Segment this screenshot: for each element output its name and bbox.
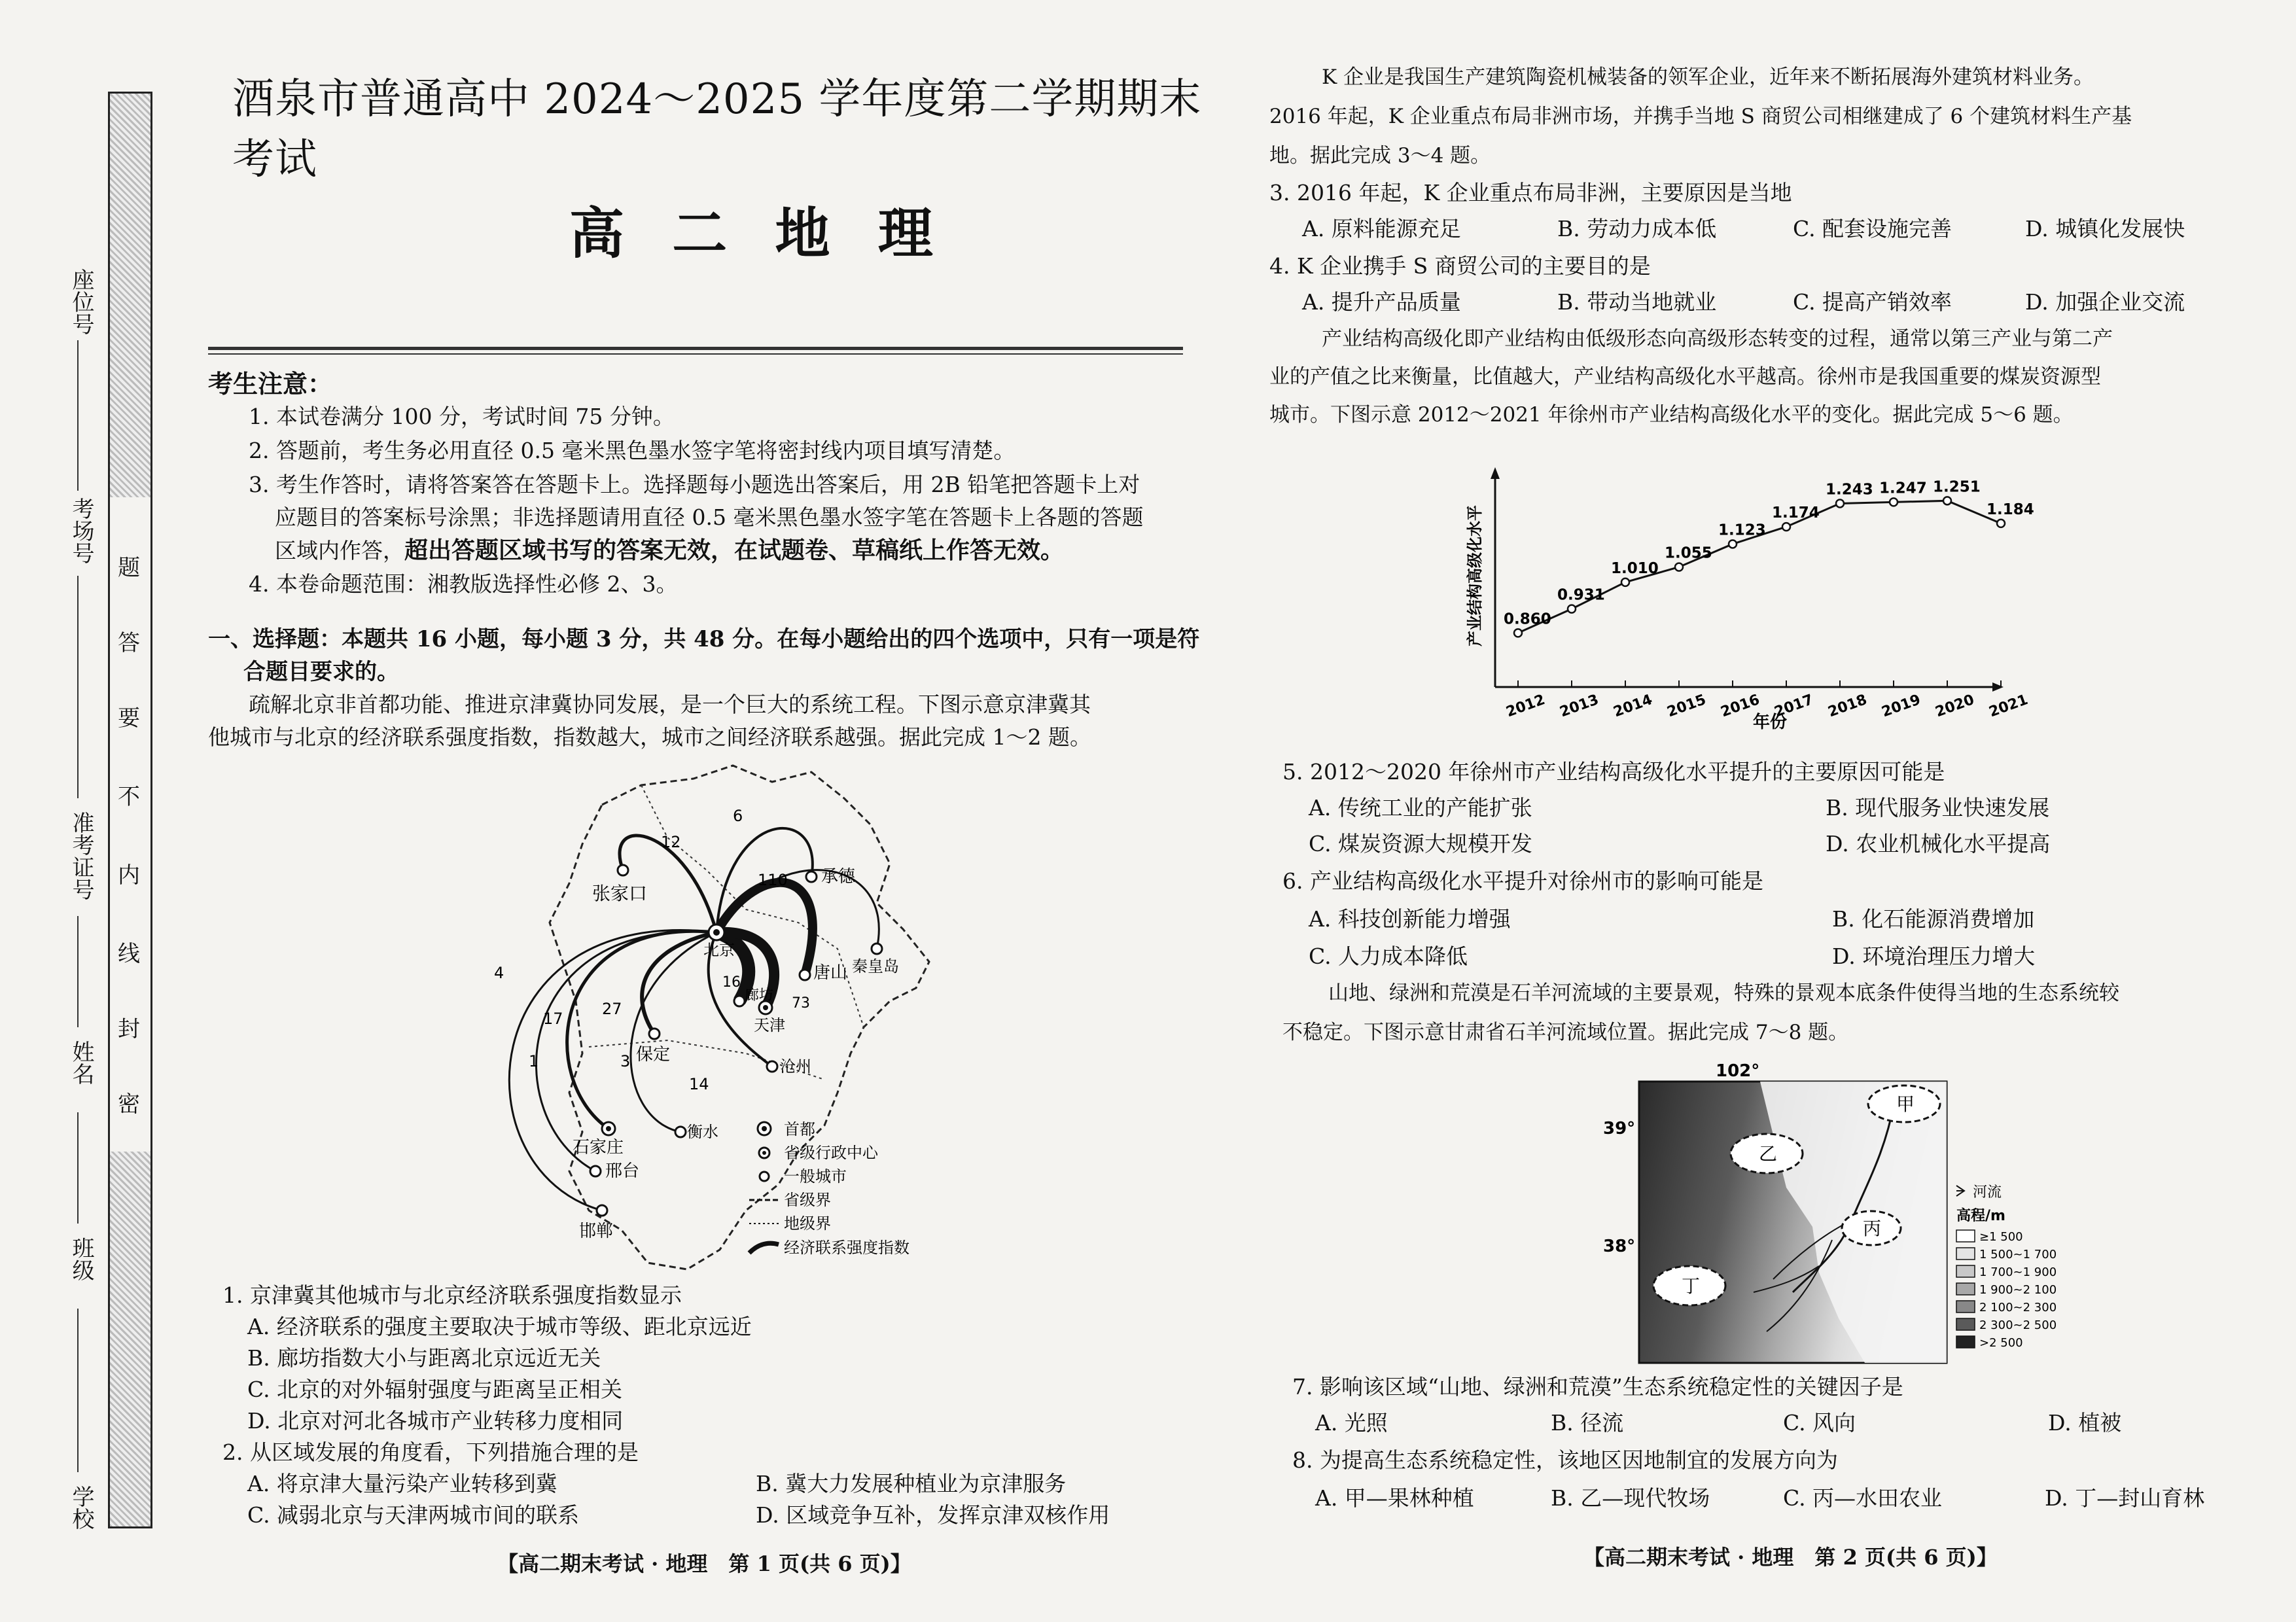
question-1-stem: 1. 京津冀其他城市与北京经济联系强度指数显示: [222, 1282, 682, 1308]
legend-swatch: [1956, 1248, 1975, 1260]
data-label: 1.123: [1718, 521, 1766, 539]
notice-item: [275, 534, 1064, 567]
intro-text: 2016 年起，K 企业重点布局非洲市场，并携手当地 S 商贸公司相继建成了 6 个建筑材料生产基: [1269, 105, 2132, 128]
question-8-stem: 8. 为提高生态系统稳定性，该地区因地制宜的发展方向为: [1292, 1447, 1838, 1473]
page-footer: 【高二期末考试 · 地理 第 2 页(共 6 页)】: [1583, 1545, 1998, 1570]
link-value: 4: [494, 964, 504, 982]
q3-option-c[interactable]: C. 配套设施完善: [1793, 216, 1952, 241]
elevation-legend: [1956, 1184, 2057, 1350]
city-label: 石家庄: [573, 1138, 624, 1157]
region-label: 丙: [1863, 1218, 1882, 1239]
latitude-label: 39°: [1603, 1119, 1636, 1138]
link-value: 27: [602, 1000, 622, 1018]
q1-option-b[interactable]: B. 廊坊指数大小与距离北京远近无关: [247, 1345, 601, 1371]
q6-option-a[interactable]: A. 科技创新能力增强: [1309, 906, 1511, 932]
data-point: [1675, 563, 1683, 571]
longitude-label: 102°: [1716, 1061, 1760, 1081]
legend-label: 经济联系强度指数: [784, 1239, 910, 1257]
q4-option-c[interactable]: C. 提高产销效率: [1793, 289, 1952, 315]
question-2-stem: 2. 从区域发展的角度看，下列措施合理的是: [222, 1439, 639, 1465]
q7-option-d[interactable]: D. 植被: [2048, 1410, 2122, 1436]
seal-char: 题: [118, 555, 140, 581]
q5-option-b[interactable]: B. 现代服务业快速发展: [1826, 795, 2050, 820]
x-tick-label: 2021: [1987, 691, 2030, 721]
seal-char: 线: [118, 941, 140, 967]
x-tick-label: 2013: [1557, 691, 1601, 721]
link-value: 110: [758, 871, 788, 889]
intro-text: 疏解北京非首都功能、推进京津冀协同发展，是一个巨大的系统工程。下图示意京津冀其: [249, 692, 1091, 717]
q8-option-a[interactable]: A. 甲—果林种植: [1315, 1485, 1474, 1511]
data-label: 1.174: [1772, 504, 1820, 522]
city-label: 邢台: [605, 1161, 640, 1181]
data-point: [1997, 520, 2005, 527]
legend-label: 省级行政中心: [784, 1144, 878, 1162]
city-label: 唐山: [813, 963, 848, 983]
header-rule: [208, 347, 1183, 350]
q7-option-b[interactable]: B. 径流: [1551, 1410, 1624, 1436]
x-tick-label: 2015: [1665, 691, 1708, 721]
q1-option-d[interactable]: D. 北京对河北各城市产业转移力度相同: [247, 1408, 624, 1434]
subject-title: 高 二 地 理: [569, 201, 947, 266]
notice-item: 2. 答题前，考生务必用直径 0.5 毫米黑色墨水签字笔将密封线内项目填写清楚。: [249, 438, 1016, 463]
legend-swatch: [1956, 1318, 1975, 1330]
q6-option-b[interactable]: B. 化石能源消费增加: [1832, 906, 2035, 932]
data-point: [1568, 605, 1576, 613]
data-label: 0.860: [1504, 610, 1551, 628]
intro-text: 地。据此完成 3～4 题。: [1269, 144, 1491, 167]
city-marker: [618, 865, 628, 875]
question-4-stem: 4. K 企业携手 S 商贸公司的主要目的是: [1269, 253, 1651, 279]
provincial-center-marker: [606, 1126, 611, 1131]
intro-text: 不稳定。下图示意甘肃省石羊河流域位置。据此完成 7～8 题。: [1282, 1021, 1849, 1044]
city-label: 承德: [821, 867, 856, 887]
shiyang-river-map: [1603, 1057, 2061, 1371]
header-rule: [208, 353, 1183, 355]
data-label: 1.247: [1879, 480, 1927, 497]
legend-label: 地级界: [784, 1214, 831, 1233]
link-value: 6: [733, 807, 743, 825]
data-point: [1514, 629, 1522, 637]
q1-option-c[interactable]: C. 北京的对外辐射强度与距离呈正相关: [247, 1377, 623, 1402]
city-label: 秦皇岛: [852, 957, 899, 976]
intro-text: 产业结构高级化即产业结构由低级形态向高级形态转变的过程，通常以第三产业与第二产: [1322, 327, 2113, 351]
city-marker: [872, 943, 882, 954]
question-7-stem: 7. 影响该区域“山地、绿洲和荒漠”生态系统稳定性的关键因子是: [1292, 1374, 1903, 1400]
data-point: [1729, 540, 1737, 548]
q8-option-c[interactable]: C. 丙—水田农业: [1783, 1485, 1943, 1511]
blank-line[interactable]: [77, 576, 79, 798]
x-tick-label: 2020: [1933, 691, 1977, 721]
notice-item: 应题目的答案标号涂黑；非选择题请用直径 0.5 毫米黑色墨水签字笔在答题卡上各题的答题: [275, 504, 1144, 530]
seat-number-label: 座位号: [68, 268, 94, 335]
q4-option-d[interactable]: D. 加强企业交流: [2025, 289, 2185, 315]
city-marker: [675, 1127, 686, 1137]
legend-swatch: [1956, 1283, 1975, 1295]
data-label: 1.184: [1987, 501, 2034, 518]
x-tick-label: 2018: [1826, 691, 1869, 721]
seal-char: 内: [118, 862, 140, 889]
q6-option-c[interactable]: C. 人力成本降低: [1309, 943, 1468, 969]
data-label: 0.931: [1557, 586, 1605, 604]
blank-line[interactable]: [77, 1309, 79, 1472]
q5-option-d[interactable]: D. 农业机械化水平提高: [1826, 831, 2051, 856]
blank-line[interactable]: [77, 916, 79, 1027]
intro-text: K 企业是我国生产建筑陶瓷机械装备的领军企业，近年来不断拓展海外建筑材料业务。: [1322, 65, 2094, 89]
intro-text: 他城市与北京的经济联系强度指数，指数越大，城市之间经济联系越强。据此完成 1～2 题。: [208, 724, 1091, 750]
question-3-stem: 3. 2016 年起，K 企业重点布局非洲，主要原因是当地: [1269, 180, 1792, 205]
legend-swatch: [1956, 1230, 1975, 1242]
legend-label: 首都: [784, 1120, 815, 1138]
data-point: [1890, 498, 1898, 506]
city-marker: [806, 872, 817, 882]
x-tick-label: 2017: [1772, 691, 1816, 721]
notice-item: 4. 本卷命题范围：湘教版选择性必修 2、3。: [249, 571, 678, 597]
legend-item-label: 2 300~2 500: [1979, 1318, 2057, 1332]
legend-item-label: 1 700~1 900: [1979, 1265, 2057, 1279]
city-marker: [800, 970, 810, 980]
seal-char: 密: [118, 1091, 140, 1118]
exam-title: 酒泉市普通高中 2024～2025 学年度第二学期期末考试: [232, 75, 1202, 184]
city-label: 张家口: [592, 883, 648, 904]
city-marker: [590, 1166, 601, 1176]
intro-text: 城市。下图示意 2012～2021 年徐州市产业结构高级化水平的变化。据此完成 5～6 题。: [1269, 403, 2074, 427]
legend-swatch: [1956, 1336, 1975, 1348]
admission-number-label: 准考证号: [68, 811, 94, 900]
x-axis-label: 年份: [1752, 713, 1788, 732]
q6-option-d[interactable]: D. 环境治理压力增大: [1832, 943, 2036, 969]
city-label: 北京: [703, 941, 735, 959]
legend-label: 一般城市: [784, 1167, 847, 1186]
legend-item-label: ≥1 500: [1979, 1230, 2023, 1244]
x-tick-label: 2019: [1879, 691, 1923, 721]
q3-option-b[interactable]: B. 劳动力成本低: [1557, 216, 1717, 241]
section-heading: 合题目要求的。: [243, 659, 399, 685]
provincial-center-marker: [763, 1005, 768, 1010]
q4-option-a[interactable]: A. 提升产品质量: [1302, 289, 1461, 315]
q5-option-c[interactable]: C. 煤炭资源大规模开发: [1309, 831, 1533, 856]
city-marker: [734, 996, 745, 1006]
blank-line[interactable]: [77, 1112, 79, 1224]
notice-item: 1. 本试卷满分 100 分，考试时间 75 分钟。: [249, 404, 675, 429]
legend-item-label: >2 500: [1979, 1336, 2023, 1350]
legend-river-label: 河流: [1973, 1184, 2002, 1201]
region-label: 甲: [1896, 1093, 1915, 1115]
city-label: 邯郸: [579, 1222, 614, 1241]
q7-option-c[interactable]: C. 风向: [1783, 1410, 1856, 1436]
data-point: [1621, 578, 1629, 586]
name-label: 姓名: [68, 1040, 94, 1085]
intro-text: 山地、绿洲和荒漠是石羊河流域的主要景观，特殊的景观本底条件使得当地的生态系统较: [1328, 981, 2119, 1005]
notice-warning: 超出答题区域书写的答案无效，在试题卷、草稿纸上作答无效。: [404, 537, 1065, 564]
link-value: 1: [529, 1052, 539, 1070]
link-value: 16: [722, 974, 741, 991]
q4-option-b[interactable]: B. 带动当地就业: [1557, 289, 1717, 315]
q2-option-b[interactable]: B. 冀大力发展种植业为京津服务: [756, 1471, 1067, 1496]
data-point: [1943, 497, 1951, 504]
school-label: 学校: [68, 1485, 94, 1530]
region-label: 乙: [1759, 1143, 1778, 1165]
series-line: [1518, 501, 2001, 633]
legend-swatch: [1956, 1301, 1975, 1313]
city-label: 廊坊: [745, 987, 774, 1004]
exam-page-2: [1243, 0, 2296, 1622]
data-label: 1.010: [1611, 559, 1659, 577]
x-tick-label: 2012: [1504, 691, 1547, 721]
q8-option-d[interactable]: D. 丁—封山育林: [2045, 1485, 2205, 1511]
link-value: 73: [792, 995, 810, 1012]
data-label: 1.243: [1826, 481, 1873, 499]
jjj-economic-link-map: [471, 752, 968, 1276]
industrial-structure-chart: [1439, 458, 2034, 733]
legend-label: 省级界: [784, 1191, 831, 1209]
page-footer: 【高二期末考试 · 地理 第 1 页(共 6 页)】: [497, 1551, 911, 1576]
latitude-label: 38°: [1603, 1237, 1636, 1256]
data-point: [1782, 523, 1790, 531]
data-point: [1836, 499, 1844, 507]
city-label: 衡水: [687, 1123, 718, 1141]
x-tick-label: 2016: [1718, 691, 1762, 721]
x-tick-label: 2014: [1611, 691, 1655, 721]
data-label: 1.251: [1933, 478, 1981, 496]
q3-option-a[interactable]: A. 原料能源充足: [1302, 216, 1461, 241]
question-5-stem: 5. 2012～2020 年徐州市产业结构高级化水平提升的主要原因可能是: [1282, 759, 1945, 785]
legend-item-label: 1 900~2 100: [1979, 1283, 2057, 1297]
legend-item-label: 2 100~2 300: [1979, 1301, 2057, 1314]
q2-option-d[interactable]: D. 区域竞争互补，发挥京津双核作用: [756, 1502, 1110, 1528]
link-value: 3: [620, 1052, 631, 1070]
exam-room-label: 考场号: [68, 497, 94, 564]
capital-marker: [713, 929, 720, 936]
region-label: 丁: [1682, 1275, 1701, 1297]
seal-char: 要: [118, 705, 140, 732]
q2-option-c[interactable]: C. 减弱北京与天津两城市间的联系: [247, 1502, 580, 1528]
section-heading: 一、选择题：本题共 16 小题，每小题 3 分，共 48 分。在每小题给出的四个选项中，只有一项是符: [208, 626, 1200, 652]
legend-item-label: 1 500~1 700: [1979, 1248, 2057, 1261]
blank-line[interactable]: [77, 340, 79, 491]
y-axis-label: 产业结构高级化水平: [1466, 505, 1484, 646]
q2-option-a[interactable]: A. 将京津大量污染产业转移到冀: [247, 1471, 557, 1496]
notice-text: 区域内作答，: [275, 538, 404, 563]
x-axis-arrow: [1992, 682, 2004, 692]
q7-option-a[interactable]: A. 光照: [1315, 1410, 1388, 1436]
seal-line-area: [108, 497, 152, 1152]
city-label: 保定: [636, 1045, 671, 1065]
city-marker: [767, 1061, 777, 1072]
seal-char: 封: [118, 1016, 140, 1042]
city-marker: [649, 1029, 660, 1039]
link-arc-hengshui: [631, 932, 716, 1132]
city-label: 天津: [754, 1016, 785, 1034]
link-value: 17: [543, 1010, 563, 1028]
q1-option-a[interactable]: A. 经济联系的强度主要取决于城市等级、距北京远近: [247, 1314, 752, 1339]
notice-item: 3. 考生作答时，请将答案答在答题卡上。选择题每小题选出答案后，用 2B 铅笔把答题卡上对: [249, 472, 1140, 497]
data-label: 1.055: [1665, 544, 1712, 562]
legend-title: 高程/m: [1956, 1208, 2005, 1224]
y-axis-arrow: [1491, 467, 1500, 479]
city-label: 沧州: [780, 1057, 811, 1076]
link-value: 14: [689, 1075, 709, 1093]
legend-swatch: [1956, 1265, 1975, 1277]
question-6-stem: 6. 产业结构高级化水平提升对徐州市的影响可能是: [1282, 868, 1763, 894]
city-marker: [597, 1205, 607, 1216]
class-label: 班级: [68, 1237, 94, 1281]
seal-char: 不: [118, 784, 140, 810]
q8-option-b[interactable]: B. 乙—现代牧场: [1551, 1485, 1710, 1511]
notice-heading: 考生注意：: [208, 369, 333, 398]
q3-option-d[interactable]: D. 城镇化发展快: [2025, 216, 2185, 241]
seal-char: 答: [118, 630, 140, 656]
intro-text: 业的产值之比来衡量，比值越大，产业结构高级化水平越高。徐州市是我国重要的煤炭资源型: [1269, 365, 2101, 389]
link-value: 12: [661, 833, 681, 851]
q5-option-a[interactable]: A. 传统工业的产能扩张: [1309, 795, 1532, 820]
